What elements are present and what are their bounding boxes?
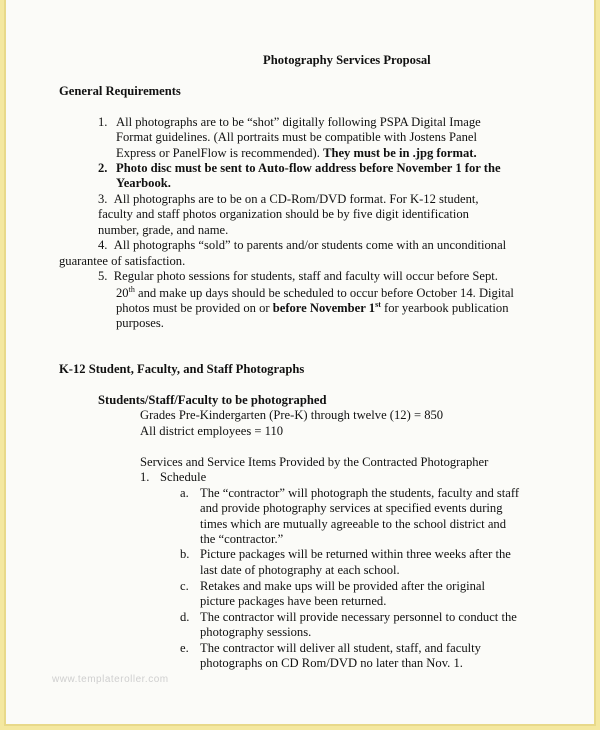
item-text: Photo disc must be sent to Auto-flow address before November 1 for the [116, 161, 501, 175]
item-number: 2. [98, 161, 108, 175]
subheading-photographed: Students/Staff/Faculty to be photographed [98, 393, 327, 407]
item-text: purposes. [116, 316, 164, 330]
services-heading: Services and Service Items Provided by the Contracted Photographer [140, 455, 489, 469]
item-text: Express or PanelFlow is recommended). They must be in .jpg format. [116, 146, 477, 160]
item-text: 20th and make up days should be scheduled to occur before October 14. Digital [116, 284, 514, 300]
section-heading-general: General Requirements [59, 84, 181, 98]
sub-item-text: The “contractor” will photograph the students, faculty and staff [200, 486, 520, 500]
sub-item-text: photographs on CD Rom/DVD no later than Nov. 1. [200, 656, 463, 670]
count-line: All district employees = 110 [140, 424, 284, 438]
document-page [6, 0, 594, 724]
count-line: Grades Pre-Kindergarten (Pre-K) through twelve (12) = 850 [140, 408, 444, 422]
sub-item-text: Picture packages will be returned within three weeks after the [200, 547, 511, 561]
sub-item-text: picture packages have been returned. [200, 594, 387, 608]
sub-item-text: The contractor will deliver all student, staff, and faculty [200, 641, 481, 655]
sub-item-text: times which are mutually agreeable to the school district and [200, 517, 507, 531]
item-text: 4. All photographs “sold” to parents and/or students come with an unconditional [98, 238, 507, 252]
sub-item-text: last date of photography at each school. [200, 563, 400, 577]
item-text: 5. Regular photo sessions for students, staff and faculty will occur before Sept. [98, 269, 498, 283]
item-text: guarantee of satisfaction. [59, 254, 186, 268]
document-title: Photography Services Proposal [263, 53, 431, 67]
sub-item-letter: c. [180, 579, 189, 593]
item-number: 1. [98, 115, 108, 129]
item-text: 3. All photographs are to be on a CD-Rom/DVD format. For K-12 student, [98, 192, 479, 206]
sub-item-letter: b. [180, 547, 190, 561]
sub-item-letter: a. [180, 486, 189, 500]
sub-item-letter: d. [180, 610, 190, 624]
sub-item-text: The contractor will provide necessary personnel to conduct the [200, 610, 517, 624]
sub-item-text: Retakes and make ups will be provided after the original [200, 579, 486, 593]
schedule-label: Schedule [160, 470, 207, 484]
sub-item-letter: e. [180, 641, 189, 655]
sub-item-text: and provide photography services at specified events during [200, 501, 503, 515]
item-text: Format guidelines. (All portraits must be compatible with Jostens Panel [116, 130, 477, 144]
section-heading-k12: K-12 Student, Faculty, and Staff Photographs [59, 362, 305, 376]
watermark: www.templateroller.com [52, 674, 169, 685]
item-text: photos must be provided on or before November 1st for yearbook publication [116, 299, 509, 315]
item-text: faculty and staff photos organization should be by five digit identification [98, 207, 469, 221]
schedule-number: 1. [140, 470, 150, 484]
item-text: Yearbook. [116, 176, 171, 190]
item-text: number, grade, and name. [98, 223, 229, 237]
sub-item-text: photography sessions. [200, 625, 312, 639]
item-text: All photographs are to be “shot” digitally following PSPA Digital Image [116, 115, 481, 129]
sub-item-text: the “contractor.” [200, 532, 284, 546]
